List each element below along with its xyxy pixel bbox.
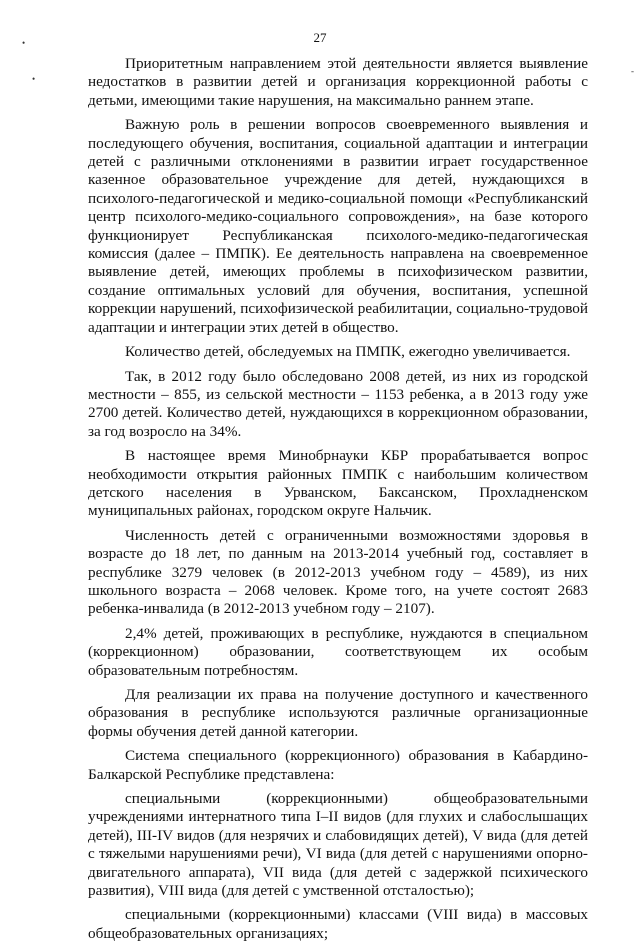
paragraph: Для реализации их права на получение доступного и качественного образования в республике используются различные организационные формы обучения детей данной категории. — [88, 686, 588, 740]
paragraph: специальными (коррекционными) классами (VIII вида) в массовых общеобразовательных организациях; — [88, 906, 588, 942]
page-number: 27 — [313, 30, 327, 45]
paragraph: Важную роль в решении вопросов своевременного выявления и последующего обучения, воспитания, социальной адаптации и интеграции детей с различными отклонениями в развитии играет государственное казенное образовательное учреждение для детей, нуждающихся в психолого-педагогической и медико-социальной помощи «Республиканский центр психолого-медико-социального сопровождения», на базе которого функционирует Республиканская психолого-медико-педагогическая комиссия (далее – ПМПК). Ее деятельность направлена на своевременное выявление детей, имеющих проблемы в психофизическом развитии, создание оптимальных условий для обучения, воспитания, успешной коррекции нарушений, психофизической реабилитации, социально-трудовой адаптации и интеграции этих детей в общество. — [88, 116, 588, 336]
scan-mark: • — [22, 38, 26, 48]
page-body — [88, 55, 588, 949]
paragraph: Приоритетным направлением этой деятельности является выявление недостатков в развитии детей и организация коррекционной работы с детьми, имеющими такие нарушения, на максимально раннем этапе. — [88, 55, 588, 109]
paragraph: Количество детей, обследуемых на ПМПК, ежегодно увеличивается. — [125, 343, 571, 361]
paragraph: Система специального (коррекционного) образования в Кабардино-Балкарской Республике представлена: — [88, 747, 588, 783]
paragraph: В настоящее время Минобрнауки КБР прорабатывается вопрос необходимости открытия районных ПМПК с наибольшим количеством детского населения в Урванском, Баксанском, Прохладненском муниципальных районах, городском округе Нальчик. — [88, 447, 588, 520]
scan-mark: - — [631, 66, 634, 76]
paragraph: специальными (коррекционными) общеобразовательными учреждениями интернатного типа I–II видов (для глухих и слабослышащих детей), III-IV видов (для незрячих и слабовидящих детей), V вида (для детей с тяжелыми нарушениями речи), VI вида (для детей с нарушениями опорно-двигательного аппарата), VII вида (для детей с задержкой психического развития), VIII вида (для детей с умственной отсталостью); — [88, 790, 588, 900]
paragraph: Численность детей с ограниченными возможностями здоровья в возрасте до 18 лет, по данным на 2013-2014 учебный год, составляет в республике 3279 человек (в 2012-2013 учебном году – 4589), из них школьного возраста – 2068 человек. Кроме того, на учете состоят 2683 ребенка-инвалида (в 2012-2013 учебном году – 2107). — [88, 526, 588, 618]
scan-mark: • — [32, 74, 36, 84]
paragraph: Так, в 2012 году было обследовано 2008 детей, из них из городской местности – 855, из сельской местности – 1153 ребенка, а в 2013 году уже 2700 детей. Количество детей, нуждающихся в коррекционном образовании, за год возросло на 34%. — [88, 367, 588, 440]
paragraph: 2,4% детей, проживающих в республике, нуждаются в специальном (коррекционном) образовании, соответствующем их особым образовательным потребностям. — [88, 624, 588, 679]
